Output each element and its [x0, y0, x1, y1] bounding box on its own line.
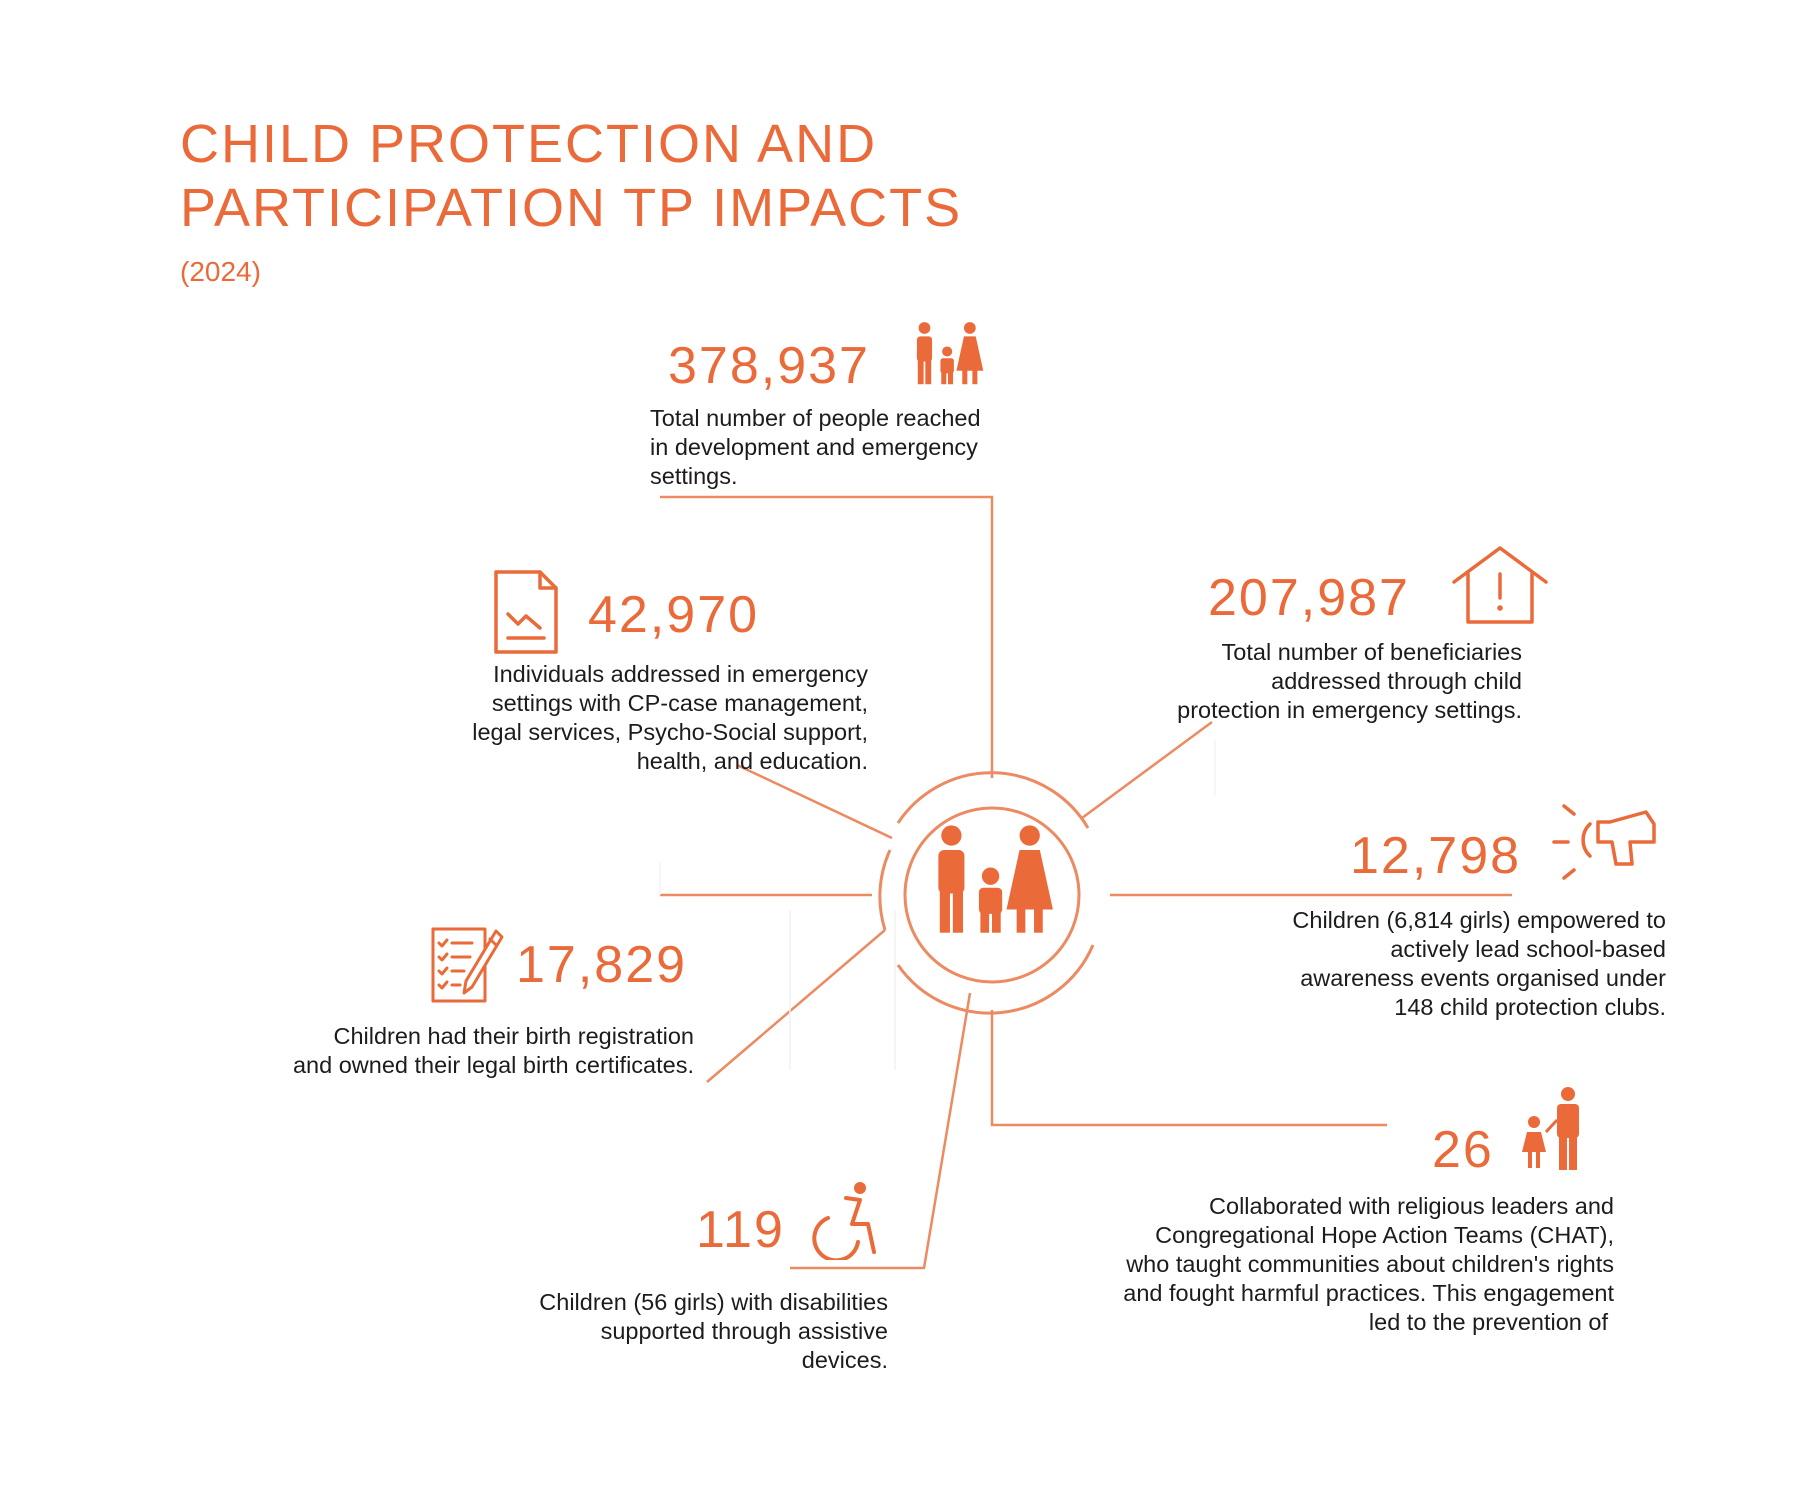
- description-line: led to the prevention of: [1368, 1309, 1608, 1335]
- description-line: awareness events organised under: [1300, 965, 1666, 991]
- disabilities-description: [539, 1288, 888, 1375]
- checklist-pen-icon: [430, 925, 504, 1005]
- house-alert-icon: [1450, 544, 1550, 626]
- description-line: protection in emergency settings.: [1177, 697, 1522, 723]
- connector-birth-registration-diagonal: [707, 930, 885, 1082]
- description-line: Children had their birth registration: [333, 1023, 694, 1049]
- description-line: Total number of beneficiaries: [1221, 639, 1522, 665]
- year-label: (2024): [180, 256, 261, 287]
- description-line: addressed through child: [1271, 668, 1522, 694]
- adult-child-icon: [1518, 1086, 1588, 1172]
- family-icon: [906, 316, 990, 392]
- disabilities-value: 119: [696, 1201, 785, 1259]
- description-line: devices.: [801, 1347, 888, 1373]
- description-line: supported through assistive: [600, 1318, 888, 1344]
- birth-registration-value: 17,829: [516, 936, 688, 994]
- description-line: Individuals addressed in emergency: [493, 661, 868, 687]
- description-line: actively lead school-based: [1390, 936, 1666, 962]
- description-line: Children (6,814 girls) empowered to: [1292, 907, 1666, 933]
- family-icon: [938, 825, 1053, 932]
- title-line-1: CHILD PROTECTION AND: [180, 114, 878, 174]
- description-line: and owned their legal birth certificates.: [292, 1052, 694, 1078]
- birth-registration-description: [293, 1022, 694, 1080]
- people-reached-description: [650, 404, 981, 491]
- beneficiaries-value: 207,987: [1208, 569, 1410, 627]
- people-reached-value: 378,937: [668, 337, 870, 395]
- children-empowered-description: [1292, 906, 1666, 1022]
- connector-beneficiaries: [1082, 722, 1212, 818]
- title-line-2: PARTICIPATION TP IMPACTS: [180, 178, 963, 238]
- religious-leaders-value: 26: [1432, 1121, 1494, 1179]
- emergency-individuals-value: 42,970: [588, 586, 760, 644]
- description-line: Total number of people reached: [650, 405, 981, 431]
- description-line: Collaborated with religious leaders and: [1209, 1193, 1614, 1219]
- religious-leaders-description: [1123, 1192, 1614, 1337]
- description-line: Congregational Hope Action Teams (CHAT),: [1155, 1222, 1614, 1248]
- beneficiaries-description: [1177, 638, 1522, 725]
- megaphone-icon: [1550, 800, 1660, 884]
- description-line: Children (56 girls) with disabilities: [539, 1289, 888, 1315]
- wheelchair-icon: [808, 1180, 880, 1260]
- description-line: and fought harmful practices. This engagement: [1123, 1280, 1614, 1306]
- children-empowered-value: 12,798: [1350, 827, 1522, 885]
- document-chart-icon: [492, 568, 562, 656]
- description-line: settings with CP-case management,: [491, 690, 868, 716]
- description-line: 148 child protection clubs.: [1394, 994, 1666, 1020]
- description-line: legal services, Psycho-Social support,: [472, 719, 868, 745]
- description-line: in development and emergency: [650, 434, 978, 460]
- description-line: health, and education.: [636, 748, 868, 774]
- connector-religious-leaders: [992, 1010, 1387, 1125]
- description-line: who taught communities about children's rights: [1126, 1251, 1614, 1277]
- description-line: settings.: [650, 463, 738, 489]
- emergency-individuals-description: [472, 660, 868, 776]
